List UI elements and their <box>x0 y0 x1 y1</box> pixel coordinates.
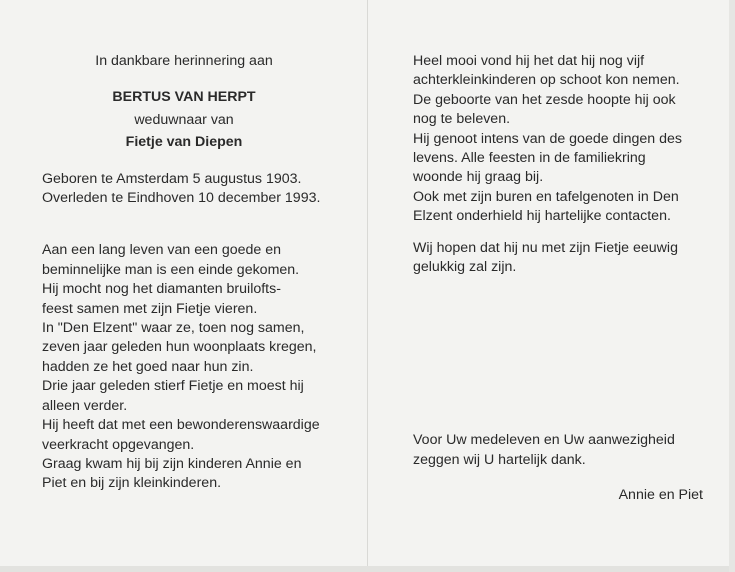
paragraph-line: Drie jaar geleden stierf Fietje en moest hij <box>42 378 304 395</box>
spouse-name: Fietje van Diepen <box>125 134 243 151</box>
paragraph-line: alleen verder. <box>42 397 128 414</box>
paragraph-line: achterkleinkinderen op schoot kon nemen. <box>413 72 680 89</box>
paragraph-line: Piet en bij zijn kleinkinderen. <box>42 475 222 492</box>
paragraph-line: Hij mocht nog het diamanten bruilofts- <box>42 281 281 298</box>
paragraph-line: In "Den Elzent" waar ze, toen nog samen, <box>42 320 305 337</box>
card-fold <box>367 0 368 572</box>
paragraph-line: nog te beleven. <box>413 111 511 128</box>
deceased-name: BERTUS VAN HERPT <box>112 89 256 106</box>
paragraph-line: woonde hij graag bij. <box>413 169 544 186</box>
scan-edge-right <box>729 0 735 572</box>
paragraph-line: Aan een lang leven van een goede en <box>42 242 282 259</box>
scan-edge-bottom <box>0 566 735 572</box>
paragraph-line: Hij heeft dat met een bewonderenswaardige <box>42 417 320 434</box>
signature: Annie en Piet <box>618 487 703 504</box>
left-paragraph <box>42 241 334 493</box>
thanks-text <box>413 431 703 470</box>
right-paragraph-2 <box>413 239 703 278</box>
paragraph-line: Voor Uw medeleven en Uw aanwezigheid <box>413 432 675 449</box>
paragraph-line: Elzent onderhield hij hartelijke contacten. <box>413 208 671 225</box>
paragraph-line: Graag kwam hij bij zijn kinderen Annie en <box>42 455 302 472</box>
paragraph-line: Ook met zijn buren en tafelgenoten in Den <box>413 188 679 205</box>
paragraph-line: beminnelijke man is een einde gekomen. <box>42 261 300 278</box>
paragraph-line: zeggen wij U hartelijk dank. <box>413 451 586 468</box>
birth-line: Geboren te Amsterdam 5 augustus 1903. <box>42 170 302 187</box>
paragraph-line: levens. Alle feesten in de familiekring <box>413 150 646 167</box>
paragraph-line: veerkracht opgevangen. <box>42 436 195 453</box>
paragraph-line: feest samen met zijn Fietje vieren. <box>42 300 258 317</box>
paragraph-line: gelukkig zal zijn. <box>413 259 517 276</box>
paragraph-line: Hij genoot intens van de goede dingen des <box>413 130 682 147</box>
intro-text: In dankbare herinnering aan <box>95 53 273 69</box>
paragraph-line: zeven jaar geleden hun woonplaats kregen, <box>42 339 317 356</box>
paragraph-line: De geboorte van het zesde hoopte hij ook <box>413 91 676 108</box>
death-line: Overleden te Eindhoven 10 december 1993. <box>42 190 321 207</box>
paragraph-line: hadden ze het goed naar hun zin. <box>42 358 254 375</box>
left-page <box>42 52 334 494</box>
paragraph-line: Heel mooi vond hij het dat hij nog vijf <box>413 53 645 69</box>
paragraph-line: Wij hopen dat hij nu met zijn Fietje eeuwig <box>413 239 678 256</box>
right-page <box>413 52 703 506</box>
right-paragraph-1 <box>413 52 703 227</box>
relation-text: weduwnaar van <box>134 111 234 128</box>
